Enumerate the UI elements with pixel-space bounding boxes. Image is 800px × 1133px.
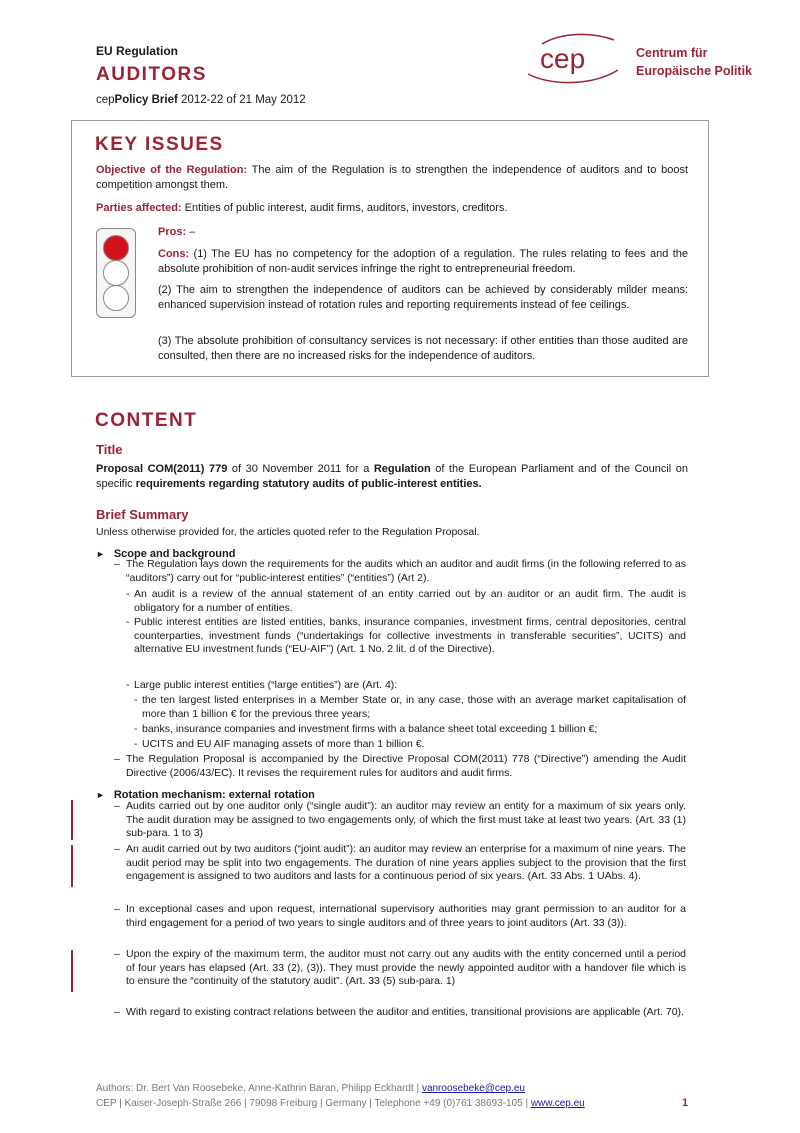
content-heading: CONTENT bbox=[95, 410, 198, 431]
objective-paragraph: Objective of the Regulation: The aim of the Regulation is to strengthen the independence of auditors and to boost competition amongst them. bbox=[96, 164, 688, 191]
website-link[interactable]: www.cep.eu bbox=[530, 1098, 585, 1109]
email-link[interactable]: vanroosebeke@cep.eu bbox=[421, 1083, 525, 1094]
scope-paragraph-1c: Large public interest entities (“large entities”) are (Art. 4): bbox=[134, 679, 398, 691]
regulation-label: EU Regulation bbox=[96, 44, 179, 58]
traffic-light-bottom bbox=[103, 285, 129, 311]
scope-paragraph-1: The Regulation lays down the requirements for the audits which an auditor and audit firms (in the following referred to as “auditors”) carry out for “public-interest entities” (“entities”) (Art 2). bbox=[126, 558, 686, 584]
rotation-paragraph-3: In exceptional cases and upon request, international supervisory authorities may grant permission to an auditor for a third engagement for a period of two years to single auditors and of three years to joint auditors (Art. 33 (3)). bbox=[126, 903, 686, 929]
page-number: 1 bbox=[682, 1097, 689, 1109]
parties-affected-paragraph: Parties affected: Entities of public interest, audit firms, auditors, investors, creditors. bbox=[96, 202, 508, 214]
rotation-paragraph-4: Upon the expiry of the maximum term, the auditor must not carry out any audits with the entity concerned until a period of four years has elapsed (Art. 33 (2), (3)). They must provide the newly appointed auditor with a handover file which is to ensure the “continuity of the statutory audit”. (Art. 33 (5) sub-para. 1) bbox=[126, 948, 686, 988]
traffic-light-red bbox=[103, 235, 129, 261]
policy-brief-line: cepPolicy Brief 2012-22 of 21 May 2012 bbox=[96, 94, 306, 106]
dash-marker: – bbox=[114, 843, 120, 855]
footer-authors: Authors: Dr. Bert Van Roosebeke, Anne-Kathrin Baran, Philipp Eckhardt | vanroosebeke@cep.eu bbox=[96, 1083, 525, 1094]
rotation-paragraph-5: With regard to existing contract relations between the auditor and entities, transitional provisions are applicable (Art. 70). bbox=[126, 1006, 684, 1018]
cons-paragraph-2: (2) The aim to strengthen the independence of auditors can be achieved by considerably milder means: enhanced supervision instead of rotation rules and reporting requirements instead of fee ceilings. bbox=[158, 284, 688, 311]
scope-heading: ► Scope and background bbox=[96, 548, 236, 560]
dash-marker: – bbox=[114, 903, 120, 915]
dash-marker: - bbox=[126, 679, 130, 691]
scope-paragraph-2: The Regulation Proposal is accompanied by the Directive Proposal COM(2011) 778 (“Directive”) amending the Audit Directive (2006/43/EC). It revises the requirement rules for auditors and audit firms. bbox=[126, 753, 686, 779]
proposal-paragraph: Proposal COM(2011) 779 of 30 November 2011 for a Regulation of the European Parliament and of the Council on specific requirements regarding statutory audits of public-interest entities. bbox=[96, 463, 688, 490]
cons-paragraph-3: (3) The absolute prohibition of consultancy services is not necessary: if other entities than those audited are consulted, then there are no increased risks for the independence of auditors. bbox=[158, 335, 688, 362]
dash-marker: – bbox=[114, 753, 120, 765]
traffic-light-icon bbox=[96, 228, 136, 318]
scope-paragraph-1c1: the ten largest listed enterprises in a Member State or, in any case, those with an average market capitalisation of more than 1 billion € for the previous three years; bbox=[142, 694, 686, 720]
margin-change-bar bbox=[71, 800, 73, 840]
margin-change-bar bbox=[71, 845, 73, 887]
scope-paragraph-1a: An audit is a review of the annual statement of an entity carried out by an auditor or an audit firm. The audit is obligatory for a number of entities. bbox=[134, 588, 686, 614]
logo-text: cep bbox=[540, 43, 586, 74]
dash-marker: – bbox=[114, 558, 120, 570]
dash-marker: - bbox=[134, 738, 138, 750]
dash-marker: – bbox=[114, 1006, 120, 1018]
dash-marker: – bbox=[114, 948, 120, 960]
title-subheading: Title bbox=[96, 442, 123, 457]
margin-change-bar bbox=[71, 950, 73, 992]
scope-paragraph-1c2: banks, insurance companies and investment firms with a balance sheet total exceeding 1 billion €; bbox=[142, 723, 598, 735]
rotation-paragraph-1: Audits carried out by one auditor only (“single audit”): an auditor may review an entity for a maximum of six years only. The audit duration may be assigned to two engagements only, of which the first must take at least two years. (Art. 33 (1) sub-para. 1 to 3) bbox=[126, 800, 686, 840]
cep-logo bbox=[522, 30, 622, 86]
unless-note: Unless otherwise provided for, the articles quoted refer to the Regulation Proposal. bbox=[96, 526, 480, 538]
rotation-paragraph-2: An audit carried out by two auditors (“joint audit”): an auditor may review an enterprise for a maximum of nine years. The audit period may be split into two engagements. The duration of nine years applies subject to the provision that the first engagement is assigned to two auditors and lasts for a continuous period of six years. (Art. 33 Abs. 1 UAbs. 4). bbox=[126, 843, 686, 883]
brief-summary-subheading: Brief Summary bbox=[96, 507, 189, 522]
rotation-heading: ► Rotation mechanism: external rotation bbox=[96, 789, 315, 801]
key-issues-heading: KEY ISSUES bbox=[95, 134, 224, 155]
traffic-light-middle bbox=[103, 260, 129, 286]
document-title: AUDITORS bbox=[96, 64, 207, 85]
dash-marker: - bbox=[134, 694, 138, 706]
cons-paragraph-1: Cons: (1) The EU has no competency for the adoption of a regulation. The rules relating to fees and the absolute prohibition of non-audit services infringe the right to entrepreneurial freedom. bbox=[158, 248, 688, 275]
footer-address: CEP | Kaiser-Joseph-Straße 266 | 79098 Freiburg | Germany | Telephone +49 (0)761 38693-105 | www.cep.eu bbox=[96, 1098, 585, 1109]
scope-paragraph-1b: Public interest entities are listed entities, banks, insurance companies, investment firms, central depositories, central counterparties, investment funds (“undertakings for collective investments in transferable securities”, UCITS) and alternative EU investment funds (“EU-AIF”) (Art. 1 No. 2 lit. d of the Directive). bbox=[134, 616, 686, 656]
scope-paragraph-1c3: UCITS and EU AIF managing assets of more than 1 billion €. bbox=[142, 738, 425, 750]
dash-marker: - bbox=[126, 588, 130, 600]
dash-marker: – bbox=[114, 800, 120, 812]
dash-marker: - bbox=[126, 616, 130, 628]
pros-paragraph: Pros: – bbox=[158, 226, 196, 238]
dash-marker: - bbox=[134, 723, 138, 735]
organisation-name: Centrum für Europäische Politik bbox=[636, 46, 753, 78]
